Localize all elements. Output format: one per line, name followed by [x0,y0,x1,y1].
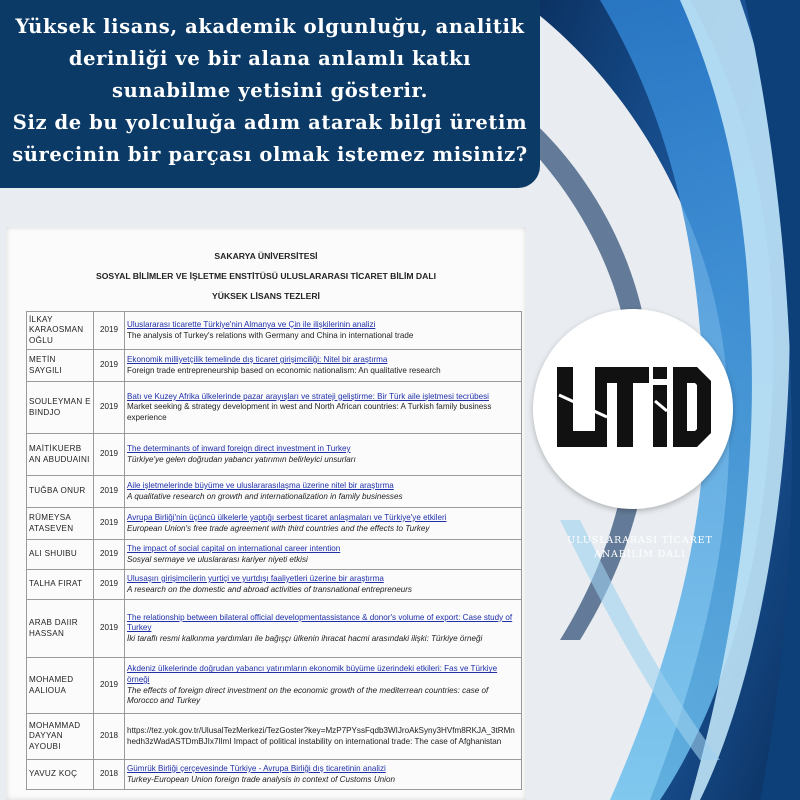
thesis-link[interactable]: Akdeniz ülkelerinde doğrudan yabancı yatırımların ekonomik büyüme üzerindeki etkileri: Fas ve Türkiye örneği [127,664,498,684]
title-cell [125,350,522,382]
table-row [27,382,522,434]
headline-line: sunabilme yetisini gösterir. [112,79,428,102]
year-cell: 2019 [94,658,125,714]
year-cell: 2019 [94,382,125,434]
thesis-link[interactable]: The impact of social capital on international career intention [127,543,341,553]
year-cell: 2019 [94,508,125,540]
thesis-english-title: Foreign trade entrepreneurship based on economic nationalism: An qualitative research [127,365,441,375]
table-row [27,476,522,508]
year-cell: 2019 [94,600,125,658]
table-row [27,760,522,790]
thesis-english-title: A qualitative research on growth and internationalization in family businesses [127,491,403,501]
table-row [27,570,522,600]
section-heading: YÜKSEK LİSANS TEZLERİ [212,291,320,301]
title-cell [125,312,522,350]
thesis-table [26,311,522,790]
table-row [27,508,522,540]
thesis-english-title: Market seeking & strategy development in west and North African countries: A Turkish family business experience [127,402,492,422]
institute-title: SOSYAL BİLİMLER VE İŞLETME ENSTİTÜSÜ ULUSLARARASI TİCARET BİLİM DALI [96,271,436,281]
thesis-link[interactable]: Avrupa Birliği'nin üçüncü ülkelerle yaptığı serbest ticaret anlaşmaları ve Türkiye'ye etkileri [127,512,447,522]
year-cell: 2019 [94,476,125,508]
author-cell: ARAB DAIIR HASSAN [27,600,94,658]
title-cell [125,476,522,508]
author-cell: MOHAMMAD DAYYAN AYOUBI [27,714,94,760]
thesis-link[interactable]: Uluslararası ticarette Türkiye'nin Almanya ve Çin ile ilişkilerinin analizi [127,319,376,329]
title-cell [125,540,522,570]
table-row [27,434,522,476]
department-name: ANABİLİM DALI [594,549,686,560]
table-row [27,714,522,760]
title-cell [125,570,522,600]
title-cell [125,658,522,714]
year-cell: 2019 [94,570,125,600]
author-cell: MOHAMED AALIOUA [27,658,94,714]
thesis-url-text: https://tez.yok.gov.tr/UlusalTezMerkezi/TezGoster?key=MzP7PYssFqdb3WIJroAkSyny3HVfm8RKJA_3tRMnhedh3zWadASTDmBJIx7lImI Impact of political instability on international trade: The case of Afghanistan [127,725,515,746]
thesis-english-title: The effects of foreign direct investment on the economic growth of the mediterrean countries: case of Morocco and Turkey [127,685,489,706]
thesis-link[interactable]: Batı ve Kuzey Afrika ülkelerinde pazar arayışları ve strateji geliştirme: Bir Türk aile işletmesi tecrübesi [127,391,489,401]
logo-badge [533,309,733,509]
author-cell: ALI SHUIBU [27,540,94,570]
title-cell [125,714,522,760]
department-name: ULUSLARARASI TİCARET [567,535,713,546]
thesis-link[interactable]: Ekonomik milliyetçilik temelinde dış ticaret girişimciliği: Nitel bir araştırma [127,354,388,364]
thesis-english-title: Sosyal sermaye ve uluslararası kariyer niyeti etkisi [127,554,308,564]
thesis-link[interactable]: Ulusaşırı girişimcilerin yurtiçi ve yurtdışı faaliyetleri üzerine bir araştırma [127,573,384,583]
thesis-english-title: A research on the domestic and abroad activities of transnational entrepreneurs [127,584,412,594]
year-cell: 2018 [94,760,125,790]
utid-logo [555,361,713,453]
author-cell: YAVUZ KOÇ [27,760,94,790]
thesis-link[interactable]: Aile işletmelerinde büyüme ve uluslararasılaşma üzerine nitel bir araştırma [127,480,394,490]
title-cell [125,760,522,790]
university-title: SAKARYA ÜNİVERSİTESİ [214,251,318,261]
title-cell [125,382,522,434]
author-cell: SOULEYMAN E BINDJO [27,382,94,434]
year-cell: 2019 [94,350,125,382]
thesis-english-title: European Union's free trade agreement with third countries and the effects to Turkey [127,523,430,533]
headline-line: sürecinin bir parçası olmak istemez misiniz? [12,143,528,166]
author-cell: TUĞBA ONUR [27,476,94,508]
table-row [27,312,522,350]
author-cell: İLKAY KARAOSMAN OĞLU [27,312,94,350]
title-cell [125,600,522,658]
author-cell: TALHA FIRAT [27,570,94,600]
table-row [27,540,522,570]
year-cell: 2019 [94,540,125,570]
author-cell: METİN SAYGILI [27,350,94,382]
thesis-link[interactable]: The relationship between bilateral official developmentassistance & donor's volume of export: Case study of Turkey [127,612,513,633]
header-banner [0,0,540,188]
thesis-document [6,227,526,800]
headline-line: Yüksek lisans, akademik olgunluğu, analitik [15,15,525,38]
thesis-link[interactable]: Gümrük Birliği çerçevesinde Türkiye - Avrupa Birliği dış ticaretinin analizi [127,763,386,773]
thesis-english-title: İki taraflı resmi kalkınma yardımları ile bağışçı ülkenin ihracat hacmi arasındaki ilişki: Türkiye örneği [127,633,483,643]
year-cell: 2018 [94,714,125,760]
title-cell [125,434,522,476]
thesis-english-title: The analysis of Turkey's relations with Germany and China in international trade [127,330,414,340]
author-cell: RÜMEYSA ATASEVEN [27,508,94,540]
title-cell [125,508,522,540]
table-row [27,600,522,658]
author-cell: MAİTİKUERB AN ABUDUAINI [27,434,94,476]
thesis-english-title: Turkey-European Union foreign trade analysis in context of Customs Union [127,774,395,784]
year-cell: 2019 [94,434,125,476]
table-row [27,350,522,382]
thesis-english-title: Türkiye'ye gelen doğrudan yabancı yatırımın belirleyici unsurları [127,454,356,464]
headline-line: Siz de bu yolculuğa adım atarak bilgi üretim [12,111,528,134]
headline-line: derinliği ve bir alana anlamlı katkı [68,47,472,70]
thesis-link[interactable]: The determinants of inward foreign direct investment in Turkey [127,443,351,453]
table-row [27,658,522,714]
year-cell: 2019 [94,312,125,350]
